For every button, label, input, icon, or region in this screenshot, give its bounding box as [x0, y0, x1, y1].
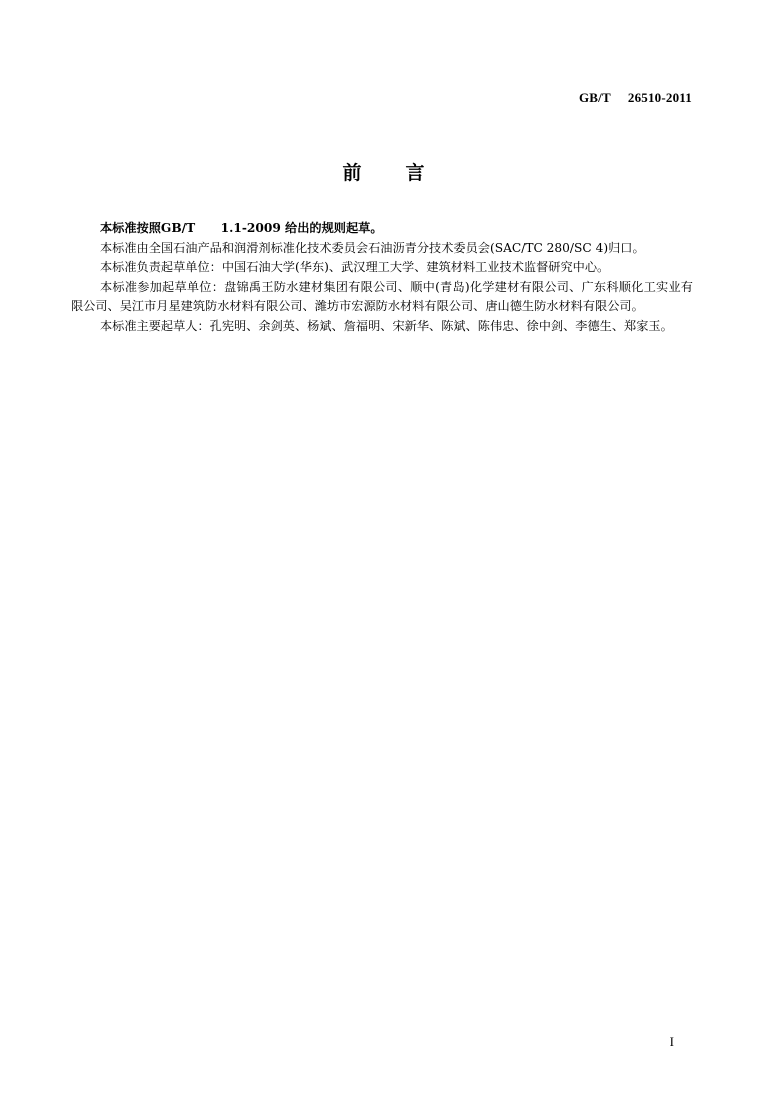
standard-code: GB/T 26510-2011 — [579, 90, 692, 105]
paragraph-text: 本标准主要起草人：孔宪明、余剑英、杨斌、詹福明、宋新华、陈斌、陈伟忠、徐中剑、李德生、郑家玉。 — [100, 318, 673, 333]
paragraph-lead-drafters — [71, 258, 693, 278]
paragraph-text: 本标准按照GB/T 1.1-2009 给出的规则起草。 — [100, 221, 383, 235]
page-title: 前言 — [342, 162, 469, 184]
paragraph-main-drafters — [71, 317, 693, 337]
paragraph-jurisdiction — [71, 239, 693, 259]
paragraph-text: 本标准负责起草单位：中国石油大学(华东)、武汉理工大学、建筑材料工业技术监督研究中心。 — [100, 260, 610, 274]
document-body — [71, 219, 693, 336]
paragraph-drafting-rules — [71, 219, 693, 239]
page-number: I — [669, 1034, 674, 1049]
paragraph-participating-drafters — [71, 278, 693, 317]
paragraph-text: 本标准由全国石油产品和润滑剂标准化技术委员会石油沥青分技术委员会(SAC/TC 280/SC 4)归口。 — [100, 240, 645, 255]
paragraph-text: 本标准参加起草单位：盘锦禹王防水建材集团有限公司、顺中(青岛)化学建材有限公司、广东科顺化工实业有限公司、吴江市月星建筑防水材料有限公司、潍坊市宏源防水材料有限公司、唐山德生防水材料有限公司。 — [71, 279, 693, 313]
